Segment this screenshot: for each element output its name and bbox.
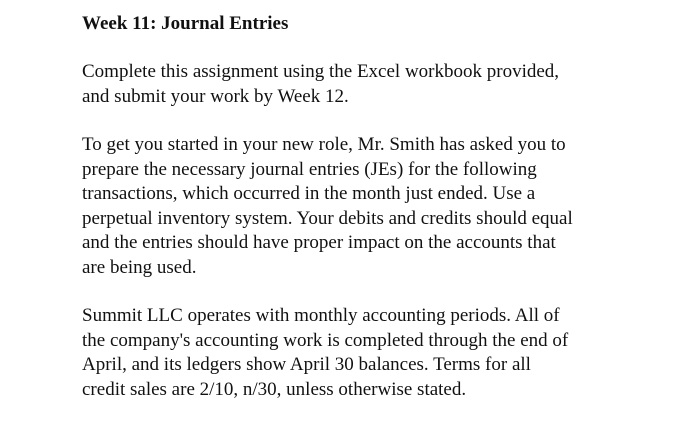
text-line: prepare the necessary journal entries (JEs) for the following (82, 158, 537, 180)
text-line: and submit your work by Week 12. (82, 85, 349, 107)
document-body (82, 12, 682, 426)
text-line: and the entries should have proper impact on the accounts that (82, 232, 556, 253)
text-line: the company's accounting work is completed through the end of (82, 329, 569, 351)
text-line: April, and its ledgers show April 30 balances. Terms for all (82, 354, 531, 375)
scenario-paragraph (82, 133, 682, 280)
page-title: Week 11: Journal Entries (82, 13, 289, 34)
text-line: perpetual inventory system. Your debits and credits should equal (82, 207, 573, 229)
text-line: To get you started in your new role, Mr. Smith has asked you to (82, 134, 566, 155)
text-line: transactions, which occurred in the month just ended. Use a (82, 183, 536, 204)
text-line: Summit LLC operates with monthly accounting periods. All of (82, 305, 560, 326)
instructions-paragraph (82, 60, 682, 109)
text-line: Complete this assignment using the Excel workbook provided, (82, 61, 560, 82)
text-line: credit sales are 2/10, n/30, unless otherwise stated. (82, 378, 467, 400)
text-line: are being used. (82, 256, 197, 278)
company-paragraph (82, 304, 682, 402)
